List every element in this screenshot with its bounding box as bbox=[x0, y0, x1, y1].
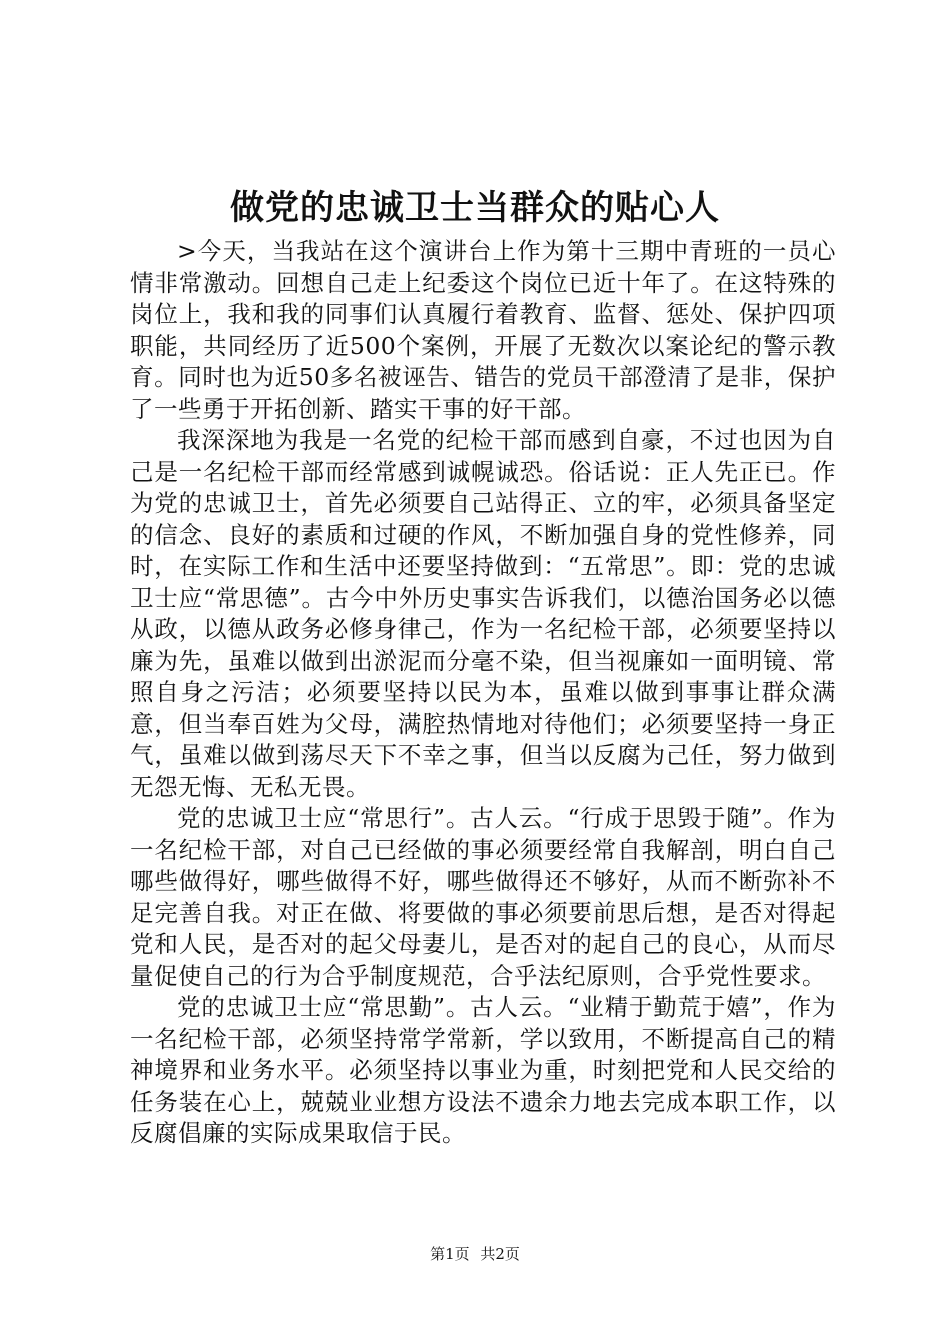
paragraph-2: 我深深地为我是一名党的纪检干部而感到自豪，不过也因为自己是一名纪检干部而经常感到诚幌诚恐。俗话说：正人先正已。作为党的忠诚卫士，首先必须要自己站得正、立的牢，必须具备坚定的信念、良好的素质和过硬的作风，不断加强自身的党性修养，同时，在实际工作和生活中还要坚持做到：“五常思”。即：党的忠诚卫士应“常思德”。古今中外历史事实告诉我们，以德治国务必以德从政，以德从政务必修身律己，作为一名纪检干部，必须要坚持以廉为先，虽难以做到出淤泥而分毫不染，但当视廉如一面明镜、常照自身之污洁；必须要坚持以民为本，虽难以做到事事让群众满意，但当奉百姓为父母，满腔热情地对待他们；必须要坚持一身正气，虽难以做到荡尽天下不幸之事，但当以反腐为己任，努力做到无怨无悔、无私无畏。 bbox=[130, 426, 836, 801]
paragraph-3: 党的忠诚卫士应“常思行”。古人云。“行成于思毁于随”。作为一名纪检干部，对自己已经做的事必须要经常自我解剖，明白自己哪些做得好，哪些做得不好，哪些做得还不够好，从而不断弥补不足完善自我。对正在做、将要做的事必须要前思后想，是否对得起党和人民，是否对的起父母妻儿，是否对的起自己的良心，从而尽量促使自己的行为合乎制度规范，合乎法纪原则，合乎党性要求。 bbox=[130, 804, 836, 990]
page-total: 共2页 bbox=[480, 1245, 520, 1263]
page-footer bbox=[0, 1244, 950, 1264]
paragraph-1: >今天，当我站在这个演讲台上作为第十三期中青班的一员心情非常激动。回想自己走上纪委这个岗位已近十年了。在这特殊的岗位上，我和我的同事们认真履行着教育、监督、惩处、保护四项职能，共同经历了近500个案例，开展了无数次以案论纪的警示教育。同时也为近50多名被诬告、错告的党员干部澄清了是非，保护了一些勇于开拓创新、踏实干事的好干部。 bbox=[130, 237, 836, 423]
paragraph-4: 党的忠诚卫士应“常思勤”。古人云。“业精于勤荒于嬉”，作为一名纪检干部，必须坚持常学常新，学以致用，不断提高自己的精神境界和业务水平。必须坚持以事业为重，时刻把党和人民交给的任务装在心上，兢兢业业想方设法不遗余力地去完成本职工作，以反腐倡廉的实际成果取信于民。 bbox=[130, 993, 836, 1147]
document-body bbox=[130, 236, 836, 1150]
document-title: 做党的忠诚卫士当群众的贴心人 bbox=[230, 188, 720, 228]
page-number: 第1页 bbox=[430, 1245, 470, 1263]
